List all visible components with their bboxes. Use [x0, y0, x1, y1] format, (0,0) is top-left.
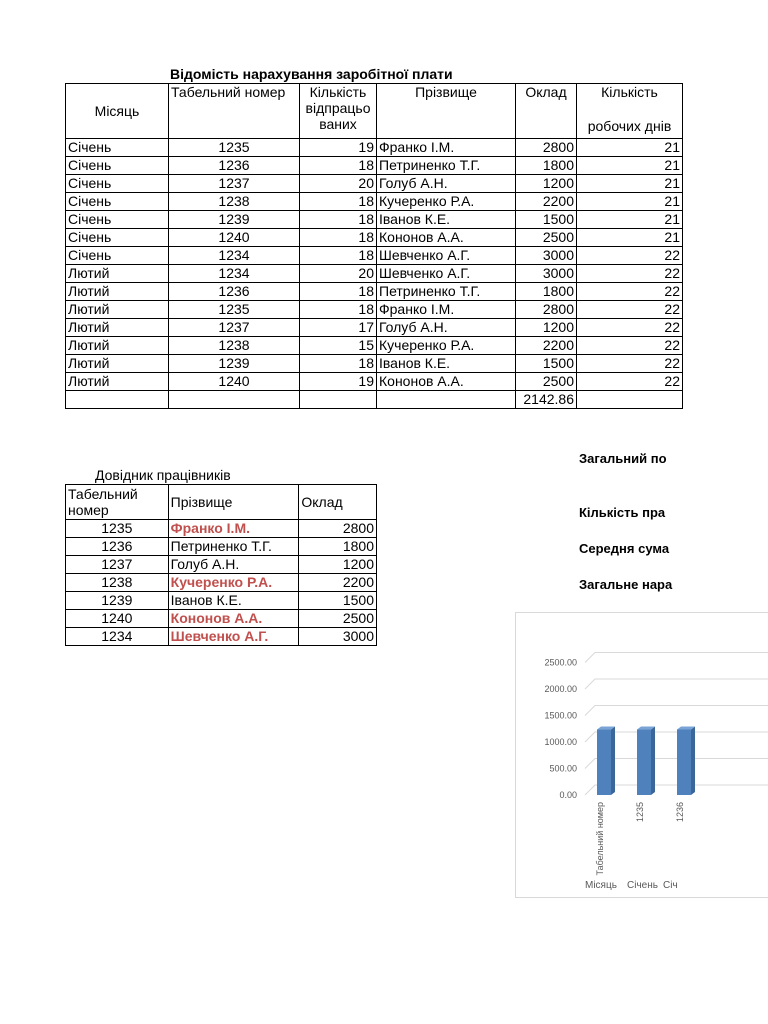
- payroll-cell-salary[interactable]: 2200: [516, 337, 577, 355]
- directory-cell-name[interactable]: Кучеренко Р.А.: [168, 574, 299, 592]
- header-month: Місяць: [66, 84, 169, 139]
- payroll-cell-month[interactable]: Січень: [66, 157, 169, 175]
- y-tick-label: 1500.00: [544, 710, 577, 721]
- payroll-cell-tab[interactable]: 1235: [169, 301, 300, 319]
- table-row: [66, 337, 683, 355]
- header-days-worked: Кількість відпрацьо ваних: [300, 84, 377, 139]
- table-row: [66, 556, 377, 574]
- directory-header-salary: Оклад: [299, 485, 377, 520]
- payroll-cell-tab[interactable]: 1240: [169, 229, 300, 247]
- directory-cell-tab[interactable]: 1234: [66, 628, 169, 646]
- payroll-cell-worked[interactable]: 18: [300, 211, 377, 229]
- summary-empty-cell: [169, 391, 300, 409]
- chart-bar-side: [691, 726, 695, 795]
- header-work-days: Кількість робочих днів: [577, 84, 683, 139]
- payroll-cell-month[interactable]: Січень: [66, 175, 169, 193]
- payroll-cell-salary[interactable]: 1500: [516, 211, 577, 229]
- bar-chart: [515, 612, 768, 898]
- directory-cell-salary[interactable]: 3000: [299, 628, 377, 646]
- payroll-cell-worked[interactable]: 18: [300, 193, 377, 211]
- payroll-cell-salary[interactable]: 3000: [516, 265, 577, 283]
- payroll-cell-salary[interactable]: 1200: [516, 319, 577, 337]
- payroll-cell-name[interactable]: Петриненко Т.Г.: [377, 157, 516, 175]
- table-row: [66, 139, 683, 157]
- table-row: [66, 319, 683, 337]
- payroll-cell-name[interactable]: Іванов К.Е.: [377, 211, 516, 229]
- payroll-cell-worked[interactable]: 19: [300, 373, 377, 391]
- chart-gridline: [585, 653, 768, 663]
- payroll-cell-tab[interactable]: 1239: [169, 211, 300, 229]
- chart-bar-side: [611, 727, 615, 795]
- directory-cell-salary[interactable]: 1500: [299, 592, 377, 610]
- directory-cell-name[interactable]: Франко І.М.: [168, 520, 299, 538]
- payroll-cell-tab[interactable]: 1234: [169, 247, 300, 265]
- payroll-header-row: [66, 84, 683, 139]
- payroll-cell-salary[interactable]: 1200: [516, 175, 577, 193]
- payroll-cell-name[interactable]: Шевченко А.Г.: [377, 247, 516, 265]
- payroll-cell-worked[interactable]: 18: [300, 157, 377, 175]
- payroll-cell-salary[interactable]: 3000: [516, 247, 577, 265]
- payroll-cell-days[interactable]: 21: [577, 229, 683, 247]
- table-row: [66, 211, 683, 229]
- payroll-cell-month[interactable]: Лютий: [66, 355, 169, 373]
- payroll-cell-days[interactable]: 21: [577, 211, 683, 229]
- payroll-cell-salary[interactable]: 2500: [516, 373, 577, 391]
- header-surname: Прізвище: [377, 84, 516, 139]
- payroll-cell-salary[interactable]: 1800: [516, 283, 577, 301]
- payroll-cell-days[interactable]: 22: [577, 301, 683, 319]
- payroll-cell-name[interactable]: Кучеренко Р.А.: [377, 193, 516, 211]
- payroll-cell-month[interactable]: Лютий: [66, 319, 169, 337]
- chart-bar-side: [651, 727, 655, 795]
- total-tax-label: Загальний по: [579, 451, 667, 466]
- payroll-cell-worked[interactable]: 19: [300, 139, 377, 157]
- y-tick-label: 2500.00: [544, 657, 577, 668]
- total-accrual-label: Загальне нара: [579, 577, 673, 592]
- directory-cell-salary[interactable]: 2800: [299, 520, 377, 538]
- payroll-cell-worked[interactable]: 18: [300, 355, 377, 373]
- chart-container[interactable]: [515, 612, 768, 898]
- directory-cell-tab[interactable]: 1236: [66, 538, 169, 556]
- payroll-cell-month[interactable]: Січень: [66, 193, 169, 211]
- directory-cell-name[interactable]: Кононов А.А.: [168, 610, 299, 628]
- payroll-cell-days[interactable]: 21: [577, 157, 683, 175]
- payroll-cell-worked[interactable]: 17: [300, 319, 377, 337]
- directory-header-tab: Табельний номер: [66, 485, 169, 520]
- payroll-cell-days[interactable]: 21: [577, 139, 683, 157]
- payroll-cell-worked[interactable]: 15: [300, 337, 377, 355]
- payroll-cell-name[interactable]: Франко І.М.: [377, 139, 516, 157]
- payroll-cell-worked[interactable]: 18: [300, 301, 377, 319]
- payroll-cell-name[interactable]: Франко І.М.: [377, 301, 516, 319]
- y-tick-label: 1000.00: [544, 737, 577, 747]
- summary-empty-cell: [377, 391, 516, 409]
- payroll-cell-salary[interactable]: 2200: [516, 193, 577, 211]
- payroll-cell-tab[interactable]: 1239: [169, 355, 300, 373]
- x-tick-label: Табельний номер: [595, 802, 605, 876]
- table-row: [66, 265, 683, 283]
- payroll-cell-name[interactable]: Кононов А.А.: [377, 373, 516, 391]
- payroll-cell-salary[interactable]: 1500: [516, 355, 577, 373]
- directory-cell-name[interactable]: Голуб А.Н.: [168, 556, 299, 574]
- directory-cell-tab[interactable]: 1240: [66, 610, 169, 628]
- x-category-label: Січень: [627, 880, 658, 891]
- payroll-cell-worked[interactable]: 20: [300, 265, 377, 283]
- payroll-cell-days[interactable]: 22: [577, 337, 683, 355]
- directory-header-surname: Прізвище: [168, 485, 299, 520]
- payroll-cell-days[interactable]: 22: [577, 247, 683, 265]
- payroll-cell-worked[interactable]: 18: [300, 283, 377, 301]
- directory-cell-name[interactable]: Іванов К.Е.: [168, 592, 299, 610]
- payroll-cell-month[interactable]: Січень: [66, 229, 169, 247]
- directory-title: Довідник працівників: [95, 467, 231, 483]
- payroll-cell-tab[interactable]: 1240: [169, 373, 300, 391]
- table-row: [66, 247, 683, 265]
- directory-cell-tab[interactable]: 1235: [66, 520, 169, 538]
- summary-empty-cell: [577, 391, 683, 409]
- payroll-cell-tab[interactable]: 1238: [169, 193, 300, 211]
- table-row: [66, 157, 683, 175]
- x-tick-label: 1235: [635, 802, 645, 823]
- payroll-cell-month[interactable]: Лютий: [66, 265, 169, 283]
- payroll-cell-month[interactable]: Лютий: [66, 337, 169, 355]
- payroll-cell-worked[interactable]: 18: [300, 247, 377, 265]
- y-tick-label: 500.00: [549, 763, 577, 774]
- payroll-cell-salary[interactable]: 2800: [516, 139, 577, 157]
- payroll-cell-days[interactable]: 22: [577, 373, 683, 391]
- directory-cell-tab[interactable]: 1239: [66, 592, 169, 610]
- payroll-cell-tab[interactable]: 1234: [169, 265, 300, 283]
- payroll-cell-name[interactable]: Кононов А.А.: [377, 229, 516, 247]
- header-tab-number: Табельний номер: [169, 84, 300, 139]
- payroll-cell-name[interactable]: Петриненко Т.Г.: [377, 283, 516, 301]
- summary-empty-cell: [66, 391, 169, 409]
- table-row: [66, 574, 377, 592]
- table-row: [66, 301, 683, 319]
- chart-bar: [677, 729, 691, 795]
- payroll-cell-tab[interactable]: 1237: [169, 175, 300, 193]
- chart-bar: [597, 730, 611, 795]
- table-row: [66, 520, 377, 538]
- payroll-cell-name[interactable]: Кучеренко Р.А.: [377, 337, 516, 355]
- x-category-label: Місяць: [585, 880, 617, 891]
- payroll-cell-days[interactable]: 22: [577, 319, 683, 337]
- directory-cell-salary[interactable]: 1800: [299, 538, 377, 556]
- average-sum-label: Середня сума: [579, 541, 670, 556]
- directory-table: [65, 484, 377, 646]
- y-tick-label: 2000.00: [544, 684, 577, 694]
- payroll-cell-days[interactable]: 21: [577, 193, 683, 211]
- table-row: [66, 283, 683, 301]
- table-row: [66, 229, 683, 247]
- payroll-cell-name[interactable]: Голуб А.Н.: [377, 319, 516, 337]
- payroll-cell-tab[interactable]: 1236: [169, 283, 300, 301]
- average-salary-cell[interactable]: 2142.86: [516, 391, 577, 409]
- table-row: [66, 175, 683, 193]
- payroll-cell-salary[interactable]: 2800: [516, 301, 577, 319]
- header-salary: Оклад: [516, 84, 577, 139]
- payroll-cell-worked[interactable]: 20: [300, 175, 377, 193]
- chart-bar: [637, 730, 651, 795]
- payroll-cell-days[interactable]: 22: [577, 265, 683, 283]
- payroll-cell-worked[interactable]: 18: [300, 229, 377, 247]
- summary-empty-cell: [300, 391, 377, 409]
- directory-cell-name[interactable]: Шевченко А.Г.: [168, 628, 299, 646]
- table-row: [66, 592, 377, 610]
- payroll-cell-tab[interactable]: 1235: [169, 139, 300, 157]
- payroll-cell-tab[interactable]: 1236: [169, 157, 300, 175]
- payroll-cell-days[interactable]: 21: [577, 175, 683, 193]
- payroll-cell-salary[interactable]: 1800: [516, 157, 577, 175]
- x-tick-label: 1236: [675, 802, 685, 823]
- payroll-cell-name[interactable]: Шевченко А.Г.: [377, 265, 516, 283]
- payroll-cell-month[interactable]: Лютий: [66, 283, 169, 301]
- employee-count-label: Кількість пра: [579, 505, 666, 520]
- payroll-cell-tab[interactable]: 1237: [169, 319, 300, 337]
- payroll-table: [65, 83, 683, 409]
- payroll-cell-month[interactable]: Лютий: [66, 301, 169, 319]
- chart-gridline: [585, 706, 768, 716]
- chart-gridline: [585, 679, 768, 689]
- table-row: [66, 193, 683, 211]
- payroll-cell-name[interactable]: Голуб А.Н.: [377, 175, 516, 193]
- directory-cell-name[interactable]: Петриненко Т.Г.: [168, 538, 299, 556]
- payroll-cell-month[interactable]: Січень: [66, 247, 169, 265]
- directory-cell-salary[interactable]: 1200: [299, 556, 377, 574]
- payroll-cell-name[interactable]: Іванов К.Е.: [377, 355, 516, 373]
- payroll-cell-salary[interactable]: 2500: [516, 229, 577, 247]
- payroll-cell-days[interactable]: 22: [577, 355, 683, 373]
- directory-cell-salary[interactable]: 2200: [299, 574, 377, 592]
- payroll-cell-month[interactable]: Лютий: [66, 373, 169, 391]
- payroll-cell-month[interactable]: Січень: [66, 211, 169, 229]
- table-row: [66, 610, 377, 628]
- x-category-label: Січ: [663, 880, 678, 891]
- table-row: [66, 538, 377, 556]
- payroll-cell-tab[interactable]: 1238: [169, 337, 300, 355]
- table-row: [66, 628, 377, 646]
- table-row: [66, 355, 683, 373]
- directory-cell-tab[interactable]: 1237: [66, 556, 169, 574]
- payroll-cell-days[interactable]: 22: [577, 283, 683, 301]
- directory-cell-salary[interactable]: 2500: [299, 610, 377, 628]
- payroll-cell-month[interactable]: Січень: [66, 139, 169, 157]
- directory-header-row: [66, 485, 377, 520]
- table-row: [66, 373, 683, 391]
- y-tick-label: 0.00: [559, 790, 577, 800]
- directory-cell-tab[interactable]: 1238: [66, 574, 169, 592]
- payroll-summary-row: [66, 391, 683, 409]
- payroll-title: Відомість нарахування заробітної плати: [170, 66, 453, 82]
